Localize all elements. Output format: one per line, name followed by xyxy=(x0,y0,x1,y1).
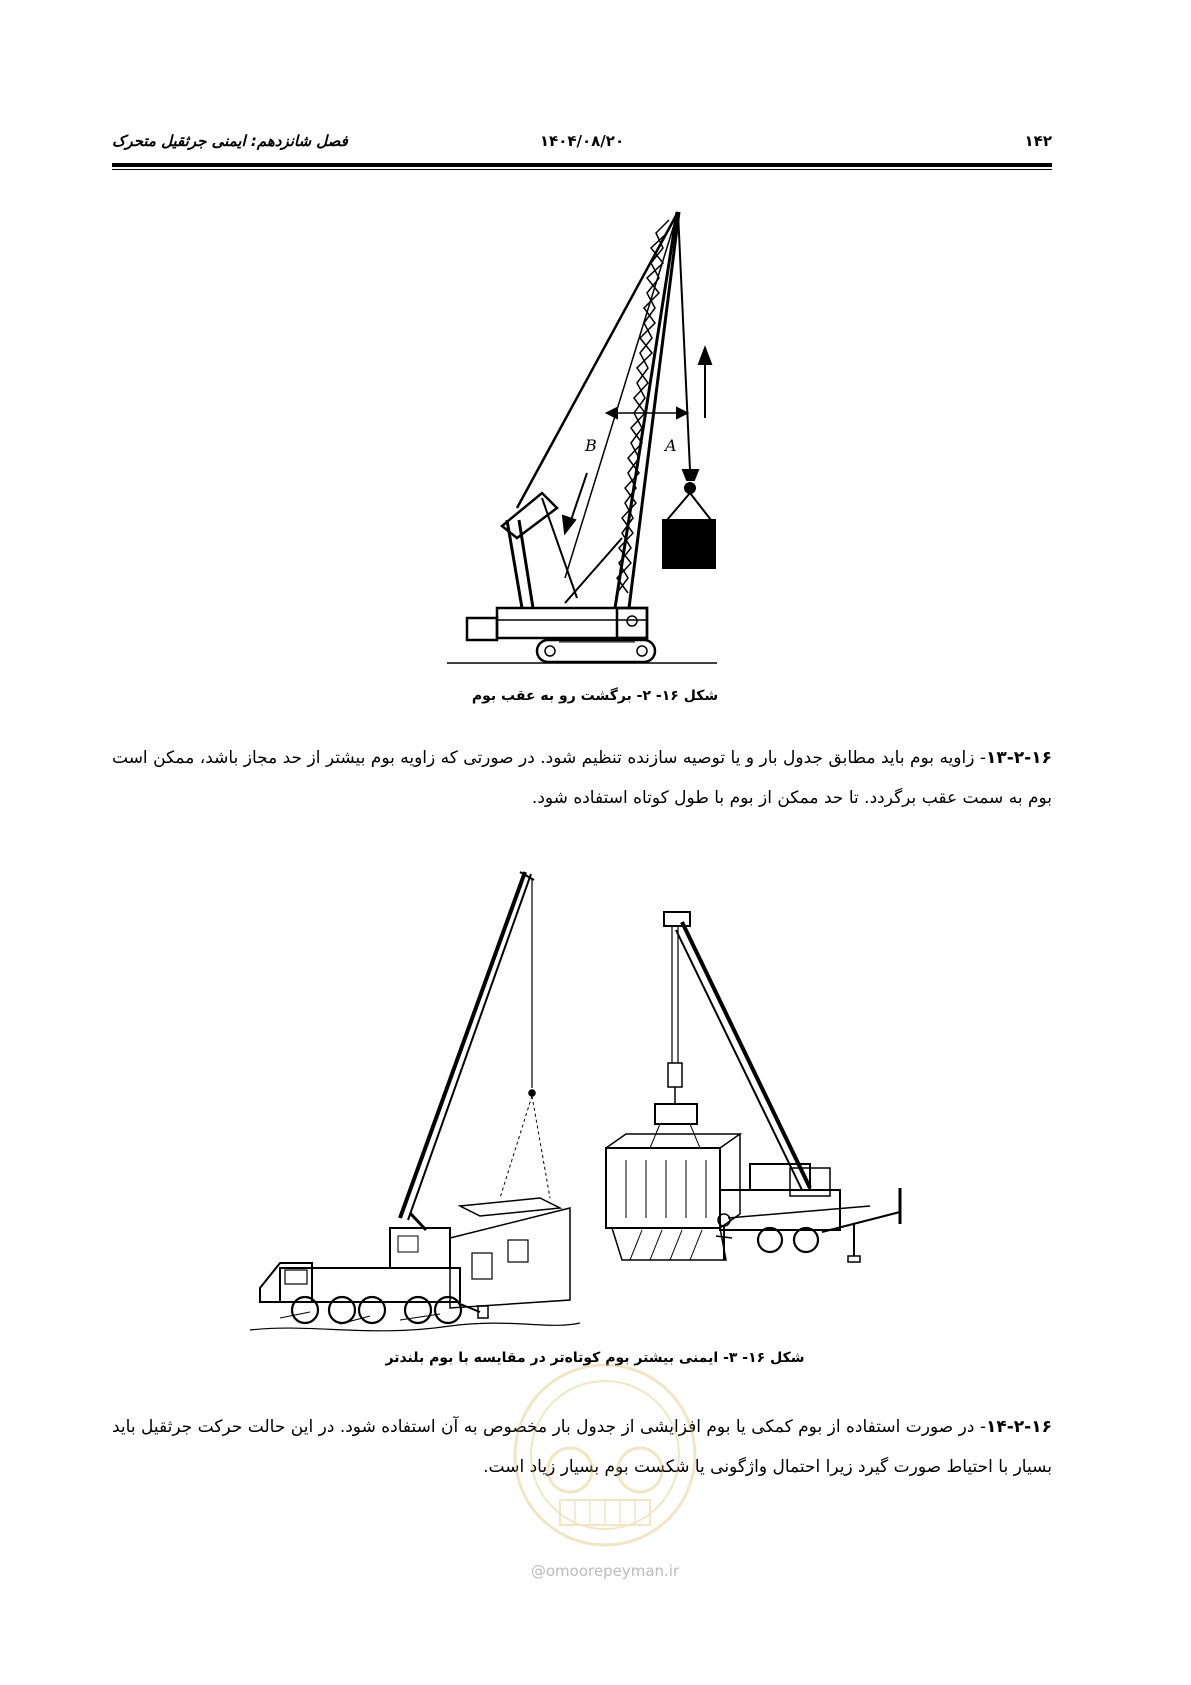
header-rule-thin xyxy=(112,169,1052,170)
page-header xyxy=(112,132,1052,154)
paragraph-14-text: - در صورت استفاده از بوم کمکی یا بوم افزایشی از جدول بار مخصوص به آن استفاده شود. در این حالت حرکت جرثقیل باید بسیار با احتیاط صورت گیرد زیرا احتمال واژگونی یا شکست بوم بسیار زیاد است. xyxy=(112,1417,1052,1477)
header-date: ۱۴۰۴/۰۸/۲۰ xyxy=(539,132,625,150)
watermark-seal xyxy=(500,1350,710,1570)
figure1-caption: شکل ۱۶- ۲- برگشت رو به عقب بوم xyxy=(471,688,719,704)
header-rule-thick xyxy=(112,163,1052,167)
paragraph-14-number: ۱۴-۲-۱۶ xyxy=(986,1417,1052,1437)
label-a: A xyxy=(665,436,677,455)
figure2-caption: شکل ۱۶- ۳- ایمنی بیشتر بوم کوتاه‌تر در مقایسه با بوم بلندتر xyxy=(385,1350,805,1366)
watermark-text: @omoorepeyman.ir xyxy=(530,1562,680,1580)
page-number: ۱۴۲ xyxy=(1024,132,1052,150)
crawler-crane-illustration xyxy=(447,208,727,670)
chapter-title: فصل شانزدهم: ایمنی جرثقیل متحرک xyxy=(112,132,348,150)
paragraph-13-text: - زاویه بوم باید مطابق جدول بار و یا توصیه سازنده تنظیم شود. در صورتی که زاویه بوم بیشتر از حد مجاز باشد، ممکن است بوم به سمت عقب برگردد. تا حد ممکن از بوم با طول کوتاه استفاده شود. xyxy=(112,748,1052,808)
label-b: B xyxy=(585,436,597,455)
paragraph-13-number: ۱۳-۲-۱۶ xyxy=(986,748,1052,768)
truck-cranes-illustration xyxy=(250,868,930,1346)
paragraph-13 xyxy=(112,738,1052,818)
